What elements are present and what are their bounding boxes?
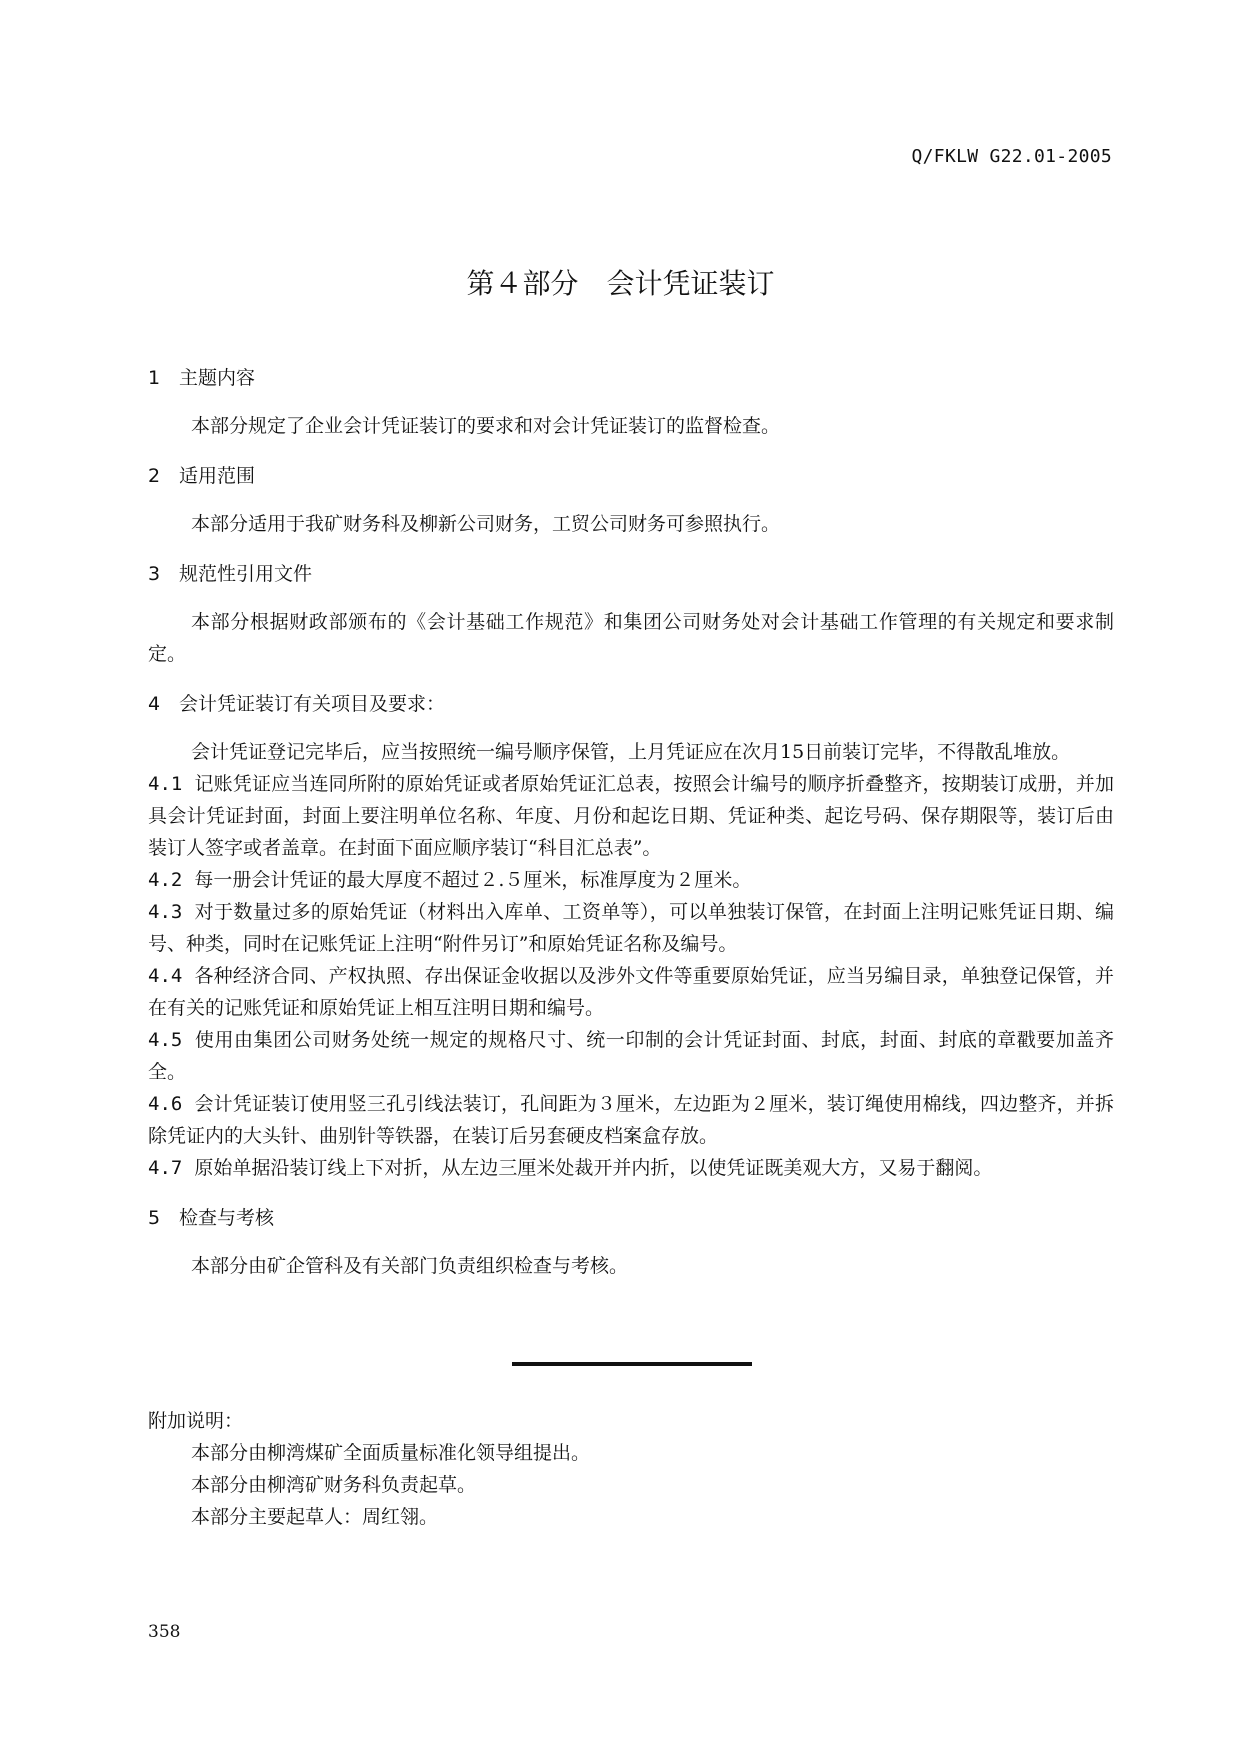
section-title: 会计凭证装订有关项目及要求： [179,693,446,715]
notes-title: 附加说明： [148,1410,244,1432]
document-code: Q/FKLW G22.01-2005 [911,146,1112,167]
section-number: 1 [148,367,161,389]
item-number: 4.5 [148,1029,183,1051]
section-title: 主题内容 [179,367,256,389]
section-paragraph: 本部分根据财政部颁布的《会计基础工作规范》和集团公司财务处对会计基础工作管理的有关规定和要求制定。 [148,611,1114,665]
list-item [148,1152,1114,1184]
section-title: 适用范围 [179,465,256,487]
section-title: 检查与考核 [179,1207,275,1229]
item-text: 会计凭证装订使用竖三孔引线法装订，孔间距为３厘米，左边距为２厘米，装订绳使用棉线，四边整齐，并拆除凭证内的大头针、曲别针等铁器，在装订后另套硬皮档案盒存放。 [148,1093,1114,1147]
item-text: 各种经济合同、产权执照、存出保证金收据以及涉外文件等重要原始凭证，应当另编目录，单独登记保管，并在有关的记账凭证和原始凭证上相互注明日期和编号。 [148,965,1114,1019]
item-number: 4.6 [148,1093,183,1115]
item-text: 记账凭证应当连同所附的原始凭证或者原始凭证汇总表，按照会计编号的顺序折叠整齐，按期装订成册，并加具会计凭证封面，封面上要注明单位名称、年度、月份和起讫日期、凭证种类、起讫号码、保存期限等，装订后由装订人签字或者盖章。在封面下面应顺序装订“科目汇总表”。 [148,773,1114,859]
item-number: 4.1 [148,773,183,795]
list-item [148,1024,1114,1088]
page-number: 358 [148,1622,181,1642]
section-5 [148,1202,1114,1282]
end-rule [512,1362,752,1366]
list-item [148,864,1114,896]
item-number: 4.3 [148,901,183,923]
section-number: 5 [148,1207,161,1229]
notes-line: 本部分由柳湾煤矿全面质量标准化领导组提出。 [191,1442,591,1464]
item-number: 4.2 [148,869,183,891]
page-title: 第４部分 会计凭证装订 [466,267,775,300]
section-paragraph: 本部分规定了企业会计凭证装订的要求和对会计凭证装订的监督检查。 [191,415,781,437]
section-number: 2 [148,465,161,487]
list-item [148,896,1114,960]
notes-line: 本部分主要起草人：周红翎。 [191,1506,439,1528]
section-1 [148,362,1114,442]
item-number: 4.7 [148,1157,183,1179]
section-heading [148,1202,1114,1234]
list-item [148,1088,1114,1152]
section-4 [148,688,1114,1184]
item-text: 原始单据沿装订线上下对折，从左边三厘米处裁开并内折，以使凭证既美观大方，又易于翻阅。 [194,1157,993,1179]
section-paragraph: 会计凭证登记完毕后，应当按照统一编号顺序保管，上月凭证应在次月15日前装订完毕，不得散乱堆放。 [191,741,1071,763]
section-heading [148,362,1114,394]
section-number: 4 [148,693,161,715]
section-2 [148,460,1114,540]
additional-notes [148,1405,1114,1533]
section-heading [148,558,1114,590]
section-3 [148,558,1114,670]
section-paragraph: 本部分由矿企管科及有关部门负责组织检查与考核。 [191,1255,629,1277]
list-item [148,768,1114,864]
item-text: 每一册会计凭证的最大厚度不超过２.５厘米，标准厚度为２厘米。 [194,869,752,891]
item-number: 4.4 [148,965,183,987]
item-text: 使用由集团公司财务处统一规定的规格尺寸、统一印制的会计凭证封面、封底，封面、封底的章戳要加盖齐全。 [148,1029,1114,1083]
list-item [148,960,1114,1024]
item-text: 对于数量过多的原始凭证（材料出入库单、工资单等），可以单独装订保管，在封面上注明记账凭证日期、编号、种类，同时在记账凭证上注明“附件另订”和原始凭证名称及编号。 [148,901,1114,955]
section-title: 规范性引用文件 [179,563,313,585]
section-heading [148,688,1114,720]
section-number: 3 [148,563,161,585]
section-paragraph: 本部分适用于我矿财务科及柳新公司财务，工贸公司财务可参照执行。 [191,513,781,535]
section-heading [148,460,1114,492]
notes-line: 本部分由柳湾矿财务科负责起草。 [191,1474,477,1496]
document-body [148,362,1114,1282]
